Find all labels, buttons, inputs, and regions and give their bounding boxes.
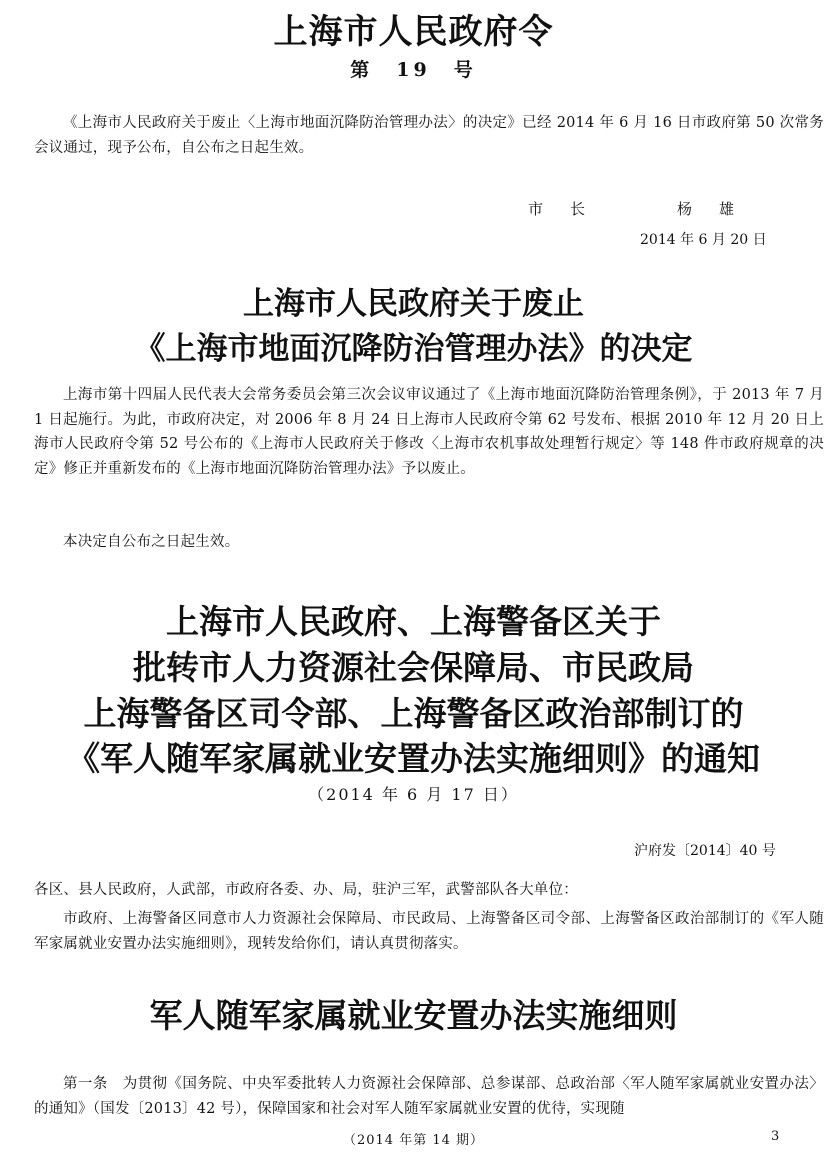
decision-para1: 上海市第十四届人民代表大会常务委员会第三次会议审议通过了《上海市地面沉降防治管理条例》，于 2013 年 7 月 1 日起施行。为此，市政府决定，对 2006 年 8 月 24 日上海市人民政府令第 62 号发布、根据 2010 年 12 月 20 日上海市人民政府令第 52 号公布的《上海市人民政府关于修改〈上海市农机事故处理暂行规定〉等 148 件市政府规章的决定》修正并重新发布的《上海市地面沉降防治管理办法》予以废止。 xyxy=(34,387,824,477)
rules-title: 军人随军家属就业安置办法实施细则 xyxy=(149,996,678,1035)
signer-title: 市 长 xyxy=(528,200,592,218)
decision-title-line1: 上海市人民政府关于废止 xyxy=(243,286,584,322)
notice-body: 市政府、上海警备区同意市人力资源社会保障局、市民政局、上海警备区司令部、上海警备区政治部制订的《军人随军家属就业安置办法实施细则》，现转发给你们，请认真贯彻落实。 xyxy=(34,911,824,952)
notice-addressees: 各区、县人民政府，人武部，市政府各委、办、局，驻沪三军，武警部队各大单位： xyxy=(34,882,578,898)
page-number: 3 xyxy=(771,1129,780,1144)
signer-name: 杨 雄 xyxy=(677,200,741,218)
notice-title-line3: 上海警备区司令部、上海警备区政治部制订的 xyxy=(83,694,744,733)
notice-date: （2014 年 6 月 17 日） xyxy=(308,785,519,804)
decision-title-line2: 《上海市地面沉降防治管理办法》的决定 xyxy=(134,331,693,367)
notice-doc-number: 沪府发〔2014〕40 号 xyxy=(634,843,776,859)
order-body: 《上海市人民政府关于废止〈上海市地面沉降防治管理办法〉的决定》已经 2014 年 6 月 16 日市政府第 50 次常务会议通过，现予公布，自公布之日起生效。 xyxy=(34,115,824,156)
footer-issue: （2014 年第 14 期） xyxy=(342,1133,485,1148)
rules-article1: 第一条 为贯彻《国务院、中央军委批转人力资源社会保障部、总参谋部、总政治部〈军人随军家属就业安置办法〉的通知》（国发〔2013〕42 号），保障国家和社会对军人随军家属就业安置的优待，实现随 xyxy=(34,1076,824,1117)
order-number: 第 19 号 xyxy=(350,59,477,81)
notice-title-line2: 批转市人力资源社会保障局、市民政局 xyxy=(133,648,694,687)
notice-title-line4: 《军人随军家属就业安置办法实施细则》的通知 xyxy=(67,739,760,778)
decision-para2: 本决定自公布之日起生效。 xyxy=(63,534,240,550)
order-date: 2014 年 6 月 20 日 xyxy=(640,232,767,248)
order-title: 上海市人民政府令 xyxy=(273,12,554,52)
notice-title-line1: 上海市人民政府、上海警备区关于 xyxy=(166,602,661,641)
